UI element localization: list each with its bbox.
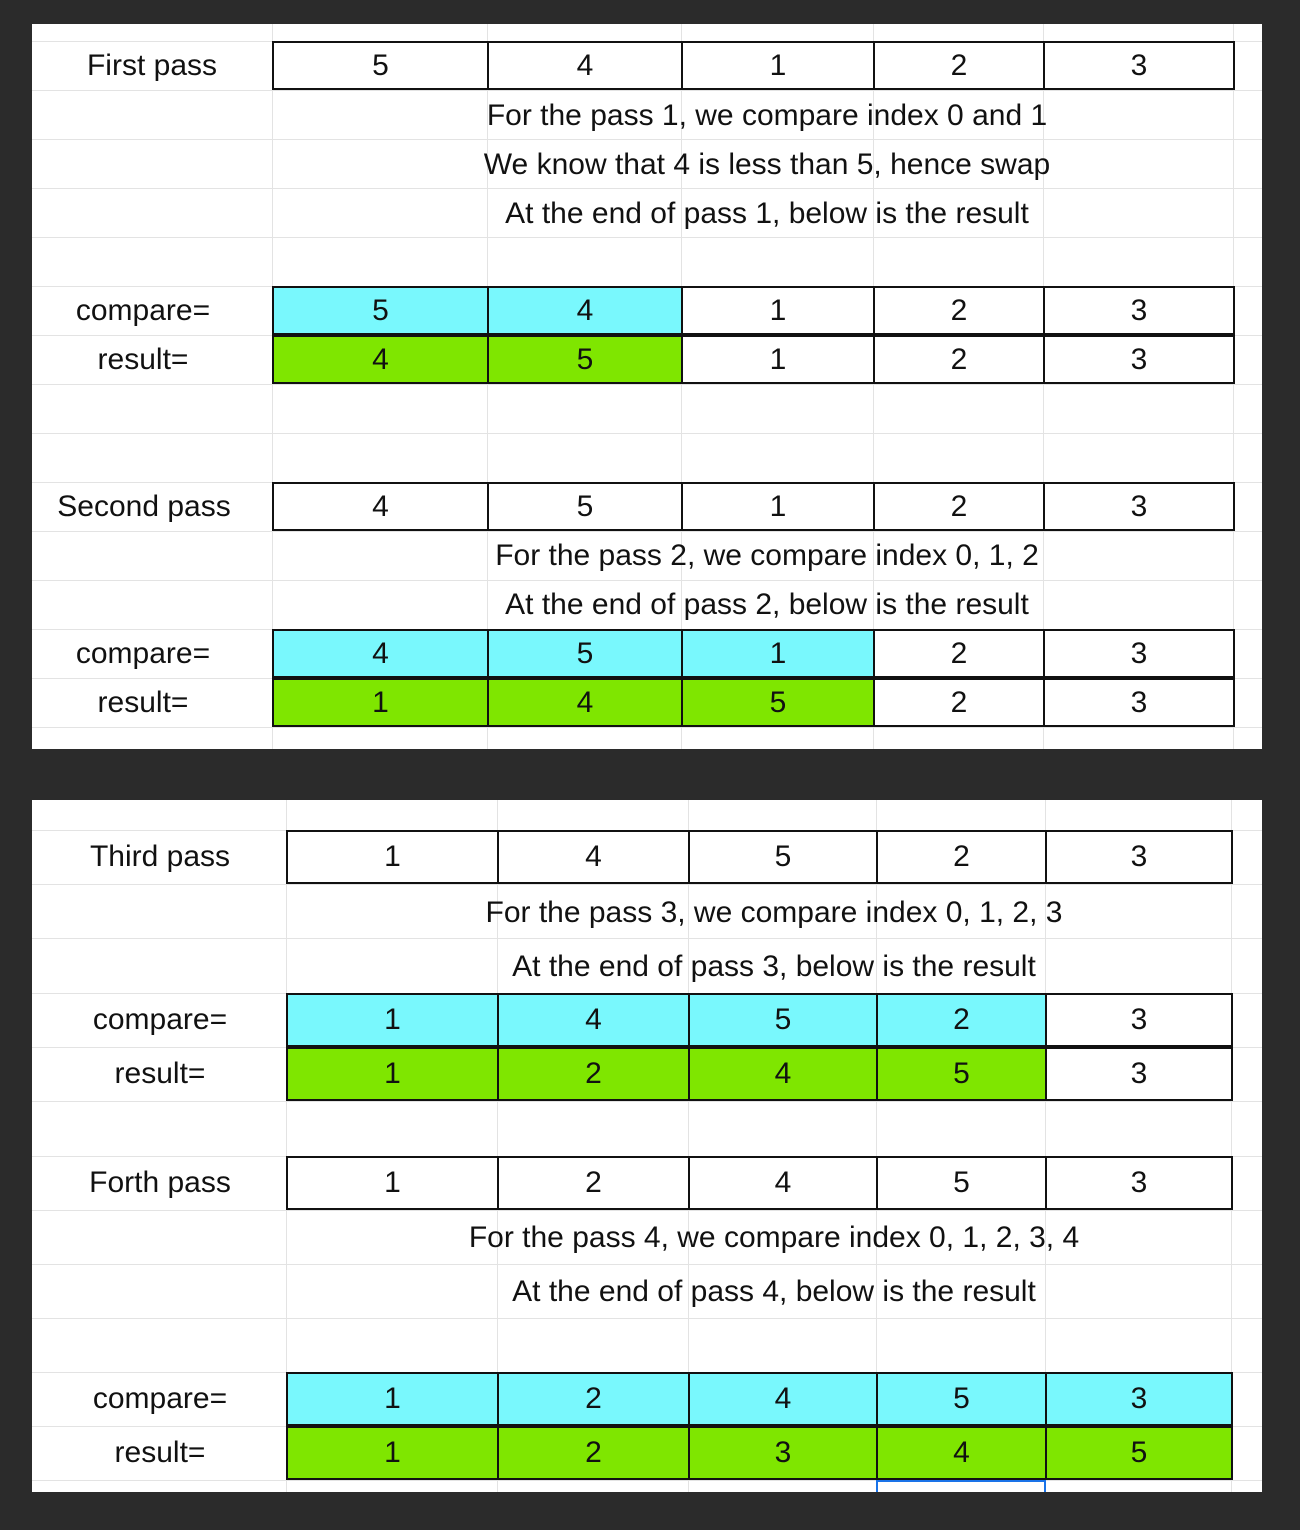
value-cell[interactable]: 5 [1045, 1426, 1233, 1480]
value-cell[interactable]: 3 [1045, 830, 1233, 884]
third-pass-label: Third pass [89, 840, 231, 873]
gridline-h [32, 90, 1262, 91]
result-label: result= [97, 685, 189, 719]
value-cell[interactable]: 1 [286, 1372, 499, 1426]
value-cell[interactable]: 2 [876, 993, 1047, 1047]
value-cell[interactable]: 2 [876, 830, 1047, 884]
value-cell[interactable]: 4 [688, 1372, 878, 1426]
compare-label: compare= [75, 636, 211, 670]
gridline-h [32, 433, 1262, 434]
first-pass-row [32, 41, 1262, 90]
value-cell[interactable]: 5 [487, 629, 683, 678]
forth-pass-row [32, 1156, 1262, 1210]
value-cell[interactable]: 2 [497, 1426, 690, 1480]
pass2-note-2: At the end of pass 2, below is the result [505, 588, 1029, 621]
value-cell[interactable]: 2 [873, 678, 1045, 727]
value-cell[interactable]: 5 [272, 41, 489, 90]
forth-pass-cells [32, 1156, 1262, 1210]
spreadsheet-panel-bottom [32, 800, 1262, 1492]
value-cell[interactable]: 3 [1045, 1047, 1233, 1101]
result-label: result= [114, 1057, 206, 1090]
value-cell[interactable]: 1 [272, 678, 489, 727]
value-cell[interactable]: 5 [876, 1047, 1047, 1101]
value-cell[interactable]: 1 [681, 629, 875, 678]
pass3-compare-row [32, 993, 1262, 1047]
value-cell[interactable]: 1 [286, 1426, 499, 1480]
value-cell[interactable]: 2 [873, 629, 1045, 678]
value-cell[interactable]: 3 [1043, 41, 1235, 90]
pass1-compare-row [32, 286, 1262, 335]
value-cell[interactable]: 1 [681, 482, 875, 531]
value-cell[interactable]: 1 [286, 1156, 499, 1210]
second-pass-row [32, 482, 1262, 531]
pass2-result-row [32, 678, 1262, 727]
value-cell[interactable]: 5 [688, 830, 878, 884]
value-cell[interactable]: 2 [873, 335, 1045, 384]
pass3-note-1: For the pass 3, we compare index 0, 1, 2, 3 [485, 896, 1063, 929]
value-cell[interactable]: 2 [497, 1372, 690, 1426]
pass1-result-row [32, 335, 1262, 384]
value-cell[interactable]: 1 [681, 41, 875, 90]
first-pass-label: First pass [86, 48, 218, 82]
value-cell[interactable]: 1 [286, 993, 499, 1047]
value-cell[interactable]: 4 [272, 629, 489, 678]
gridline-h [32, 884, 1262, 885]
second-pass-cells [32, 482, 1262, 531]
value-cell[interactable]: 5 [688, 993, 878, 1047]
pass4-result-cells [32, 1426, 1262, 1480]
result-label: result= [114, 1436, 206, 1469]
value-cell[interactable]: 5 [272, 286, 489, 335]
value-cell[interactable]: 4 [876, 1426, 1047, 1480]
pass2-note-1: For the pass 2, we compare index 0, 1, 2 [495, 539, 1039, 572]
pass3-compare-cells [32, 993, 1262, 1047]
second-pass-label: Second pass [57, 489, 231, 523]
value-cell[interactable]: 4 [487, 41, 683, 90]
value-cell[interactable]: 4 [497, 830, 690, 884]
value-cell[interactable]: 5 [876, 1156, 1047, 1210]
pass3-result-cells [32, 1047, 1262, 1101]
pass4-note-2: At the end of pass 4, below is the result [512, 1275, 1036, 1308]
value-cell[interactable]: 2 [873, 41, 1045, 90]
pass2-result-cells [32, 678, 1262, 727]
pass2-compare-cells [32, 629, 1262, 678]
value-cell[interactable]: 3 [1043, 678, 1235, 727]
value-cell[interactable]: 1 [286, 830, 499, 884]
pass2-compare-row [32, 629, 1262, 678]
value-cell[interactable]: 4 [487, 286, 683, 335]
value-cell[interactable]: 4 [487, 678, 683, 727]
third-pass-row [32, 830, 1262, 884]
value-cell[interactable]: 4 [272, 335, 489, 384]
value-cell[interactable]: 2 [873, 286, 1045, 335]
result-label: result= [97, 342, 189, 376]
pass3-result-row [32, 1047, 1262, 1101]
pass1-note-2: We know that 4 is less than 5, hence swap [483, 148, 1051, 181]
third-pass-cells [32, 830, 1262, 884]
gridline-h [32, 727, 1262, 728]
pass4-note-1: For the pass 4, we compare index 0, 1, 2, 3, 4 [468, 1221, 1080, 1254]
gridline-h [32, 1101, 1262, 1102]
pass4-result-row [32, 1426, 1262, 1480]
value-cell[interactable]: 3 [1043, 286, 1235, 335]
compare-label: compare= [75, 293, 211, 327]
value-cell[interactable]: 3 [1045, 1372, 1233, 1426]
value-cell[interactable]: 3 [1045, 993, 1233, 1047]
value-cell[interactable]: 4 [688, 1047, 878, 1101]
pass1-note-1: For the pass 1, we compare index 0 and 1 [486, 99, 1048, 132]
value-cell[interactable]: 5 [681, 678, 875, 727]
forth-pass-label: Forth pass [89, 1166, 231, 1199]
first-pass-cells [32, 41, 1262, 90]
pass1-note-3: At the end of pass 1, below is the result [505, 197, 1029, 230]
spreadsheet-panel-top [32, 24, 1262, 749]
value-cell[interactable]: 5 [876, 1372, 1047, 1426]
pass4-compare-cells [32, 1372, 1262, 1426]
gridline-h [32, 384, 1262, 385]
pass3-note-2: At the end of pass 3, below is the result [512, 950, 1036, 983]
gridline-h [32, 1480, 1262, 1481]
value-cell[interactable]: 4 [497, 993, 690, 1047]
value-cell[interactable]: 1 [681, 335, 875, 384]
value-cell[interactable]: 4 [272, 482, 489, 531]
value-cell[interactable]: 3 [1043, 335, 1235, 384]
pass1-result-cells [32, 335, 1262, 384]
value-cell[interactable]: 3 [1043, 629, 1235, 678]
value-cell[interactable]: 5 [487, 335, 683, 384]
value-cell[interactable]: 2 [497, 1047, 690, 1101]
value-cell[interactable]: 3 [688, 1426, 878, 1480]
value-cell[interactable]: 2 [497, 1156, 690, 1210]
compare-label: compare= [92, 1003, 228, 1036]
pass1-compare-cells [32, 286, 1262, 335]
value-cell[interactable]: 1 [286, 1047, 499, 1101]
value-cell[interactable]: 4 [688, 1156, 878, 1210]
value-cell[interactable]: 2 [873, 482, 1045, 531]
pass4-compare-row [32, 1372, 1262, 1426]
value-cell[interactable]: 5 [487, 482, 683, 531]
value-cell[interactable]: 3 [1043, 482, 1235, 531]
value-cell[interactable]: 3 [1045, 1156, 1233, 1210]
value-cell[interactable]: 1 [681, 286, 875, 335]
compare-label: compare= [92, 1382, 228, 1415]
